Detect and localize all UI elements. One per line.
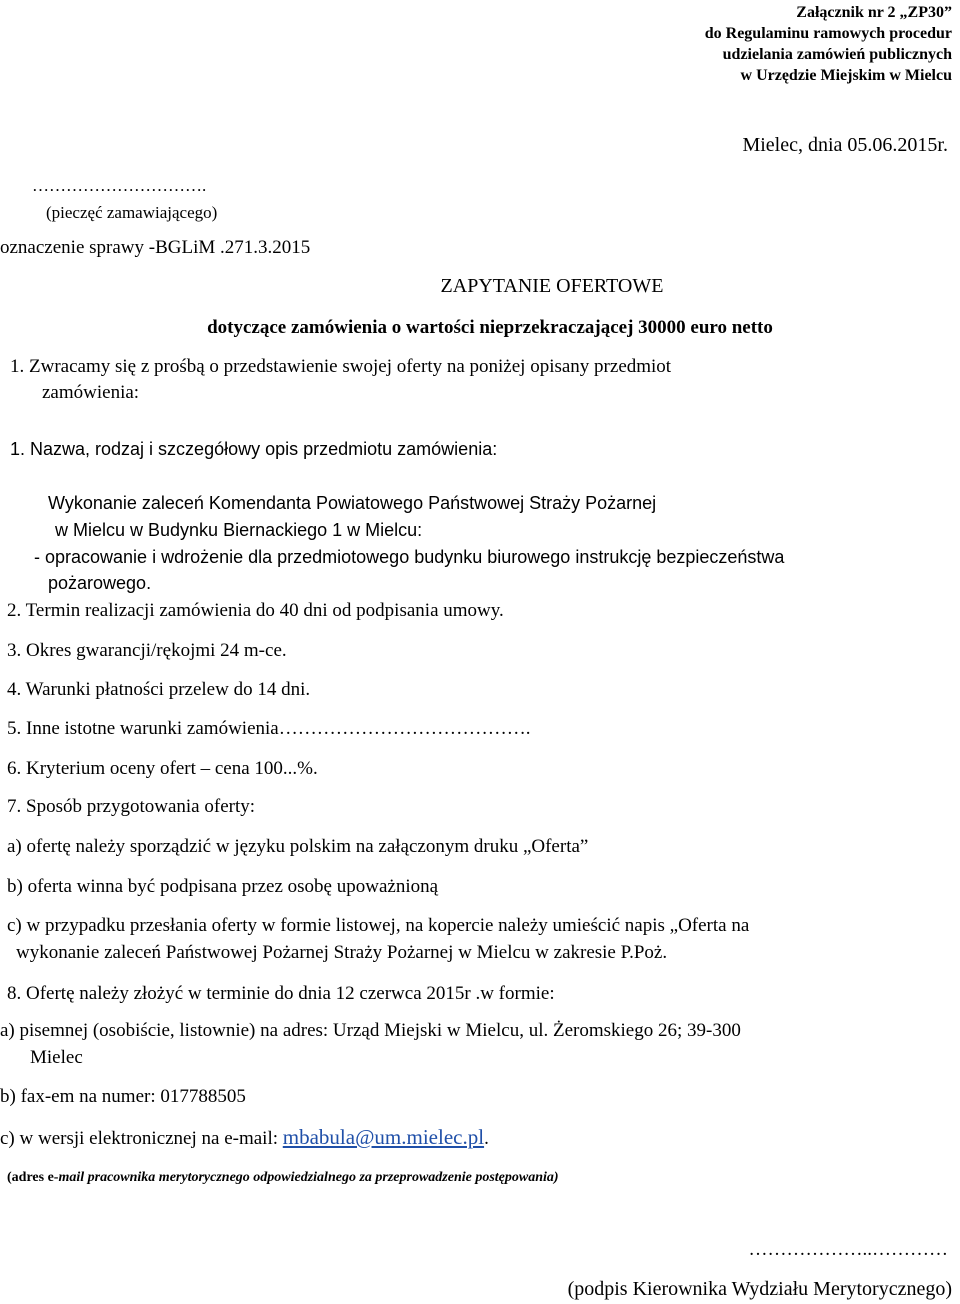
item-2: 2. Termin realizacji zamówienia do 40 dni od podpisania umowy. [7,600,504,621]
prep-c-line-2: wykonanie zaleceń Państwowej Pożarnej Straży Pożarnej w Mielcu w zakresie P.Poż. [16,942,668,963]
intro-line-1: 1. Zwracamy się z prośbą o przedstawienie swojej oferty na poniżej opisany przedmiot [10,356,672,377]
item-8-c-suffix: . [484,1128,489,1149]
prep-a: a) ofertę należy sporządzić w języku polskim na załączonym druku „Oferta” [7,836,589,857]
prep-b: b) oferta winna być podpisana przez osobę upoważnioną [7,876,439,897]
item-1-desc-line-2: w Mielcu w Budynku Biernackiego 1 w Mielcu: [55,520,423,540]
item-8-c [0,1126,489,1150]
annex-line-4: w Urzędzie Miejskim w Mielcu [740,67,952,84]
signature-dots: ………………..………… [748,1239,948,1260]
item-8-a-line-1: a) pisemnej (osobiście, listownie) na adres: Urząd Miejski w Mielcu, ul. Żeromskiego 26; 39-300 [0,1020,741,1041]
item-6: 6. Kryterium oceny ofert – cena 100...%. [7,758,318,779]
item-8-c-prefix: c) w wersji elektronicznej na e-mail: [0,1128,283,1149]
email-note-prefix: (adres e- [7,1170,59,1185]
stamp-label: (pieczęć zamawiającego) [46,203,218,222]
page-title: ZAPYTANIE OFERTOWE [440,275,664,297]
case-reference: oznaczenie sprawy -BGLiM .271.3.2015 [0,237,311,258]
item-8-a-line-2: Mielec [30,1047,83,1068]
email-link[interactable]: mbabula@um.mielec.pl [282,1125,485,1149]
email-note-text: mail pracownika merytorycznego odpowiedzialnego za przeprowadzenie postępowania) [58,1170,559,1185]
item-8-heading: 8. Ofertę należy złożyć w terminie do dnia 12 czerwca 2015r .w formie: [7,983,555,1004]
item-4: 4. Warunki płatności przelew do 14 dni. [7,679,311,700]
email-note [7,1166,559,1189]
signature-label: (podpis Kierownika Wydziału Merytorycznego) [567,1278,952,1300]
item-1-desc-line-1: Wykonanie zaleceń Komendanta Powiatowego Państwowej Straży Pożarnej [48,493,657,513]
item-1-desc-line-3: - opracowanie i wdrożenie dla przedmiotowego budynku biurowego instrukcję bezpieczeństwa [34,547,785,567]
stamp-dots: …………………………. [32,176,207,195]
intro-line-2: zamówienia: [42,382,140,403]
item-1-heading: 1. Nazwa, rodzaj i szczegółowy opis przedmiotu zamówienia: [10,439,498,459]
item-1-desc-line-4: pożarowego. [48,573,152,593]
item-8-b: b) fax-em na numer: 017788505 [0,1086,246,1107]
item-7: 7. Sposób przygotowania oferty: [7,796,256,817]
prep-c-line-1: c) w przypadku przesłania oferty w formie listowej, na kopercie należy umieścić napis „Oferta na [7,915,750,936]
page-subtitle: dotyczące zamówienia o wartości nieprzekraczającej 30000 euro netto [207,317,773,338]
annex-line-1: Załącznik nr 2 „ZP30” [796,4,952,21]
item-5: 5. Inne istotne warunki zamówienia…………………………………. [7,718,531,739]
document-date: Mielec, dnia 05.06.2015r. [742,134,948,156]
annex-line-2: do Regulaminu ramowych procedur [704,25,952,42]
annex-line-3: udzielania zamówień publicznych [722,46,952,63]
item-3: 3. Okres gwarancji/rękojmi 24 m-ce. [7,640,287,661]
